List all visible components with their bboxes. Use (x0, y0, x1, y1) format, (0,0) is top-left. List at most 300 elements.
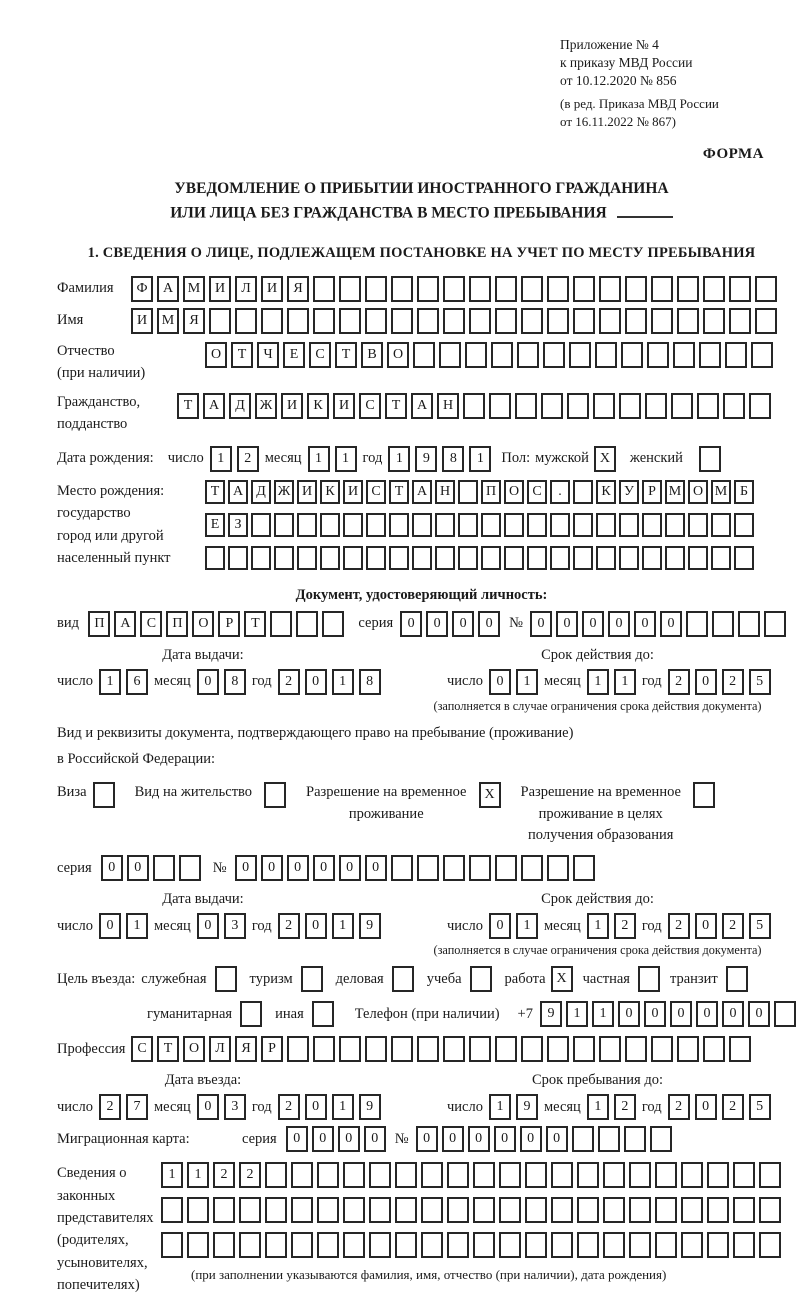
char-cell[interactable]: 0 (582, 611, 604, 637)
char-cell[interactable] (447, 1162, 469, 1188)
char-cell[interactable] (161, 1197, 183, 1223)
char-cell[interactable] (572, 1126, 594, 1152)
char-cell[interactable]: 1 (210, 446, 232, 472)
char-cell[interactable] (187, 1197, 209, 1223)
char-cell[interactable]: М (183, 276, 205, 302)
char-cell[interactable] (443, 1036, 465, 1062)
char-cell[interactable] (550, 546, 570, 570)
char-cell[interactable]: 2 (668, 1094, 690, 1120)
char-cell[interactable] (322, 611, 344, 637)
char-cell[interactable]: 0 (608, 611, 630, 637)
char-cell[interactable] (301, 966, 323, 992)
char-cell[interactable] (517, 342, 539, 368)
char-cell[interactable]: 1 (489, 1094, 511, 1120)
char-cell[interactable] (417, 276, 439, 302)
char-cell[interactable]: К (320, 480, 340, 504)
char-cell[interactable]: 6 (126, 669, 148, 695)
char-cell[interactable]: 9 (415, 446, 437, 472)
char-cell[interactable] (469, 276, 491, 302)
char-cell[interactable]: 5 (749, 913, 771, 939)
char-cell[interactable] (215, 966, 237, 992)
char-cell[interactable] (421, 1162, 443, 1188)
char-cell[interactable] (179, 855, 201, 881)
char-cell[interactable]: 8 (359, 669, 381, 695)
char-cell[interactable]: 0 (530, 611, 552, 637)
char-cell[interactable] (703, 276, 725, 302)
char-cell[interactable]: 1 (587, 1094, 609, 1120)
char-cell[interactable]: П (481, 480, 501, 504)
char-cell[interactable]: И (209, 276, 231, 302)
char-cell[interactable] (291, 1197, 313, 1223)
char-cell[interactable]: 0 (696, 1001, 718, 1027)
char-cell[interactable]: 1 (99, 669, 121, 695)
char-cell[interactable] (681, 1232, 703, 1258)
char-cell[interactable] (625, 308, 647, 334)
char-cell[interactable] (365, 276, 387, 302)
char-cell[interactable] (525, 1197, 547, 1223)
char-cell[interactable] (458, 480, 478, 504)
char-cell[interactable] (693, 782, 715, 808)
char-cell[interactable] (287, 308, 309, 334)
char-cell[interactable]: О (504, 480, 524, 504)
char-cell[interactable]: 2 (614, 913, 636, 939)
char-cell[interactable] (599, 308, 621, 334)
char-cell[interactable] (469, 1036, 491, 1062)
char-cell[interactable] (421, 1232, 443, 1258)
char-cell[interactable] (573, 480, 593, 504)
char-cell[interactable] (547, 276, 569, 302)
char-cell[interactable] (412, 513, 432, 537)
char-cell[interactable] (521, 855, 543, 881)
char-cell[interactable]: О (688, 480, 708, 504)
char-cell[interactable] (697, 393, 719, 419)
char-cell[interactable] (577, 1162, 599, 1188)
char-cell[interactable] (645, 393, 667, 419)
char-cell[interactable] (629, 1232, 651, 1258)
char-cell[interactable]: 0 (695, 669, 717, 695)
char-cell[interactable] (443, 308, 465, 334)
char-cell[interactable]: 0 (101, 855, 123, 881)
char-cell[interactable]: 1 (335, 446, 357, 472)
char-cell[interactable]: В (361, 342, 383, 368)
char-cell[interactable] (651, 1036, 673, 1062)
char-cell[interactable]: С (131, 1036, 153, 1062)
char-cell[interactable]: 2 (213, 1162, 235, 1188)
char-cell[interactable] (161, 1232, 183, 1258)
char-cell[interactable] (320, 513, 340, 537)
char-cell[interactable]: X (479, 782, 501, 808)
char-cell[interactable]: О (192, 611, 214, 637)
char-cell[interactable]: М (157, 308, 179, 334)
char-cell[interactable]: 1 (592, 1001, 614, 1027)
char-cell[interactable]: 2 (237, 446, 259, 472)
char-cell[interactable] (764, 611, 786, 637)
char-cell[interactable]: 0 (618, 1001, 640, 1027)
char-cell[interactable]: А (157, 276, 179, 302)
char-cell[interactable] (317, 1162, 339, 1188)
char-cell[interactable]: И (297, 480, 317, 504)
char-cell[interactable] (470, 966, 492, 992)
char-cell[interactable]: X (551, 966, 573, 992)
char-cell[interactable] (525, 1232, 547, 1258)
char-cell[interactable] (447, 1197, 469, 1223)
char-cell[interactable] (365, 1036, 387, 1062)
char-cell[interactable]: 1 (516, 913, 538, 939)
char-cell[interactable]: М (711, 480, 731, 504)
char-cell[interactable] (187, 1232, 209, 1258)
char-cell[interactable] (343, 546, 363, 570)
char-cell[interactable] (369, 1162, 391, 1188)
char-cell[interactable]: 1 (332, 1094, 354, 1120)
char-cell[interactable] (274, 546, 294, 570)
char-cell[interactable] (439, 342, 461, 368)
char-cell[interactable] (391, 308, 413, 334)
char-cell[interactable] (391, 276, 413, 302)
char-cell[interactable]: 8 (224, 669, 246, 695)
char-cell[interactable]: 0 (287, 855, 309, 881)
char-cell[interactable]: 0 (364, 1126, 386, 1152)
char-cell[interactable]: 1 (469, 446, 491, 472)
char-cell[interactable]: С (140, 611, 162, 637)
char-cell[interactable]: 0 (695, 913, 717, 939)
char-cell[interactable]: А (228, 480, 248, 504)
char-cell[interactable]: 0 (313, 855, 335, 881)
char-cell[interactable] (723, 393, 745, 419)
char-cell[interactable] (547, 1036, 569, 1062)
char-cell[interactable]: И (333, 393, 355, 419)
char-cell[interactable]: 0 (365, 855, 387, 881)
char-cell[interactable] (569, 342, 591, 368)
char-cell[interactable] (655, 1232, 677, 1258)
char-cell[interactable]: 0 (416, 1126, 438, 1152)
char-cell[interactable]: С (527, 480, 547, 504)
char-cell[interactable] (481, 513, 501, 537)
char-cell[interactable] (703, 308, 725, 334)
char-cell[interactable] (734, 513, 754, 537)
char-cell[interactable]: 3 (224, 913, 246, 939)
char-cell[interactable] (270, 611, 292, 637)
char-cell[interactable] (681, 1162, 703, 1188)
char-cell[interactable]: 0 (305, 1094, 327, 1120)
char-cell[interactable] (573, 276, 595, 302)
char-cell[interactable]: 2 (278, 913, 300, 939)
char-cell[interactable]: 0 (99, 913, 121, 939)
char-cell[interactable] (495, 855, 517, 881)
char-cell[interactable]: 0 (644, 1001, 666, 1027)
char-cell[interactable]: П (166, 611, 188, 637)
char-cell[interactable] (541, 393, 563, 419)
char-cell[interactable] (473, 1232, 495, 1258)
char-cell[interactable] (729, 276, 751, 302)
char-cell[interactable]: Р (261, 1036, 283, 1062)
char-cell[interactable] (447, 1232, 469, 1258)
char-cell[interactable] (707, 1232, 729, 1258)
char-cell[interactable]: А (203, 393, 225, 419)
char-cell[interactable] (489, 393, 511, 419)
char-cell[interactable]: А (412, 480, 432, 504)
char-cell[interactable] (543, 342, 565, 368)
char-cell[interactable]: Т (244, 611, 266, 637)
char-cell[interactable]: П (88, 611, 110, 637)
char-cell[interactable] (389, 546, 409, 570)
char-cell[interactable]: С (359, 393, 381, 419)
char-cell[interactable] (707, 1162, 729, 1188)
char-cell[interactable] (725, 342, 747, 368)
char-cell[interactable] (343, 513, 363, 537)
char-cell[interactable] (297, 513, 317, 537)
char-cell[interactable]: Ж (274, 480, 294, 504)
char-cell[interactable] (443, 855, 465, 881)
char-cell[interactable] (297, 546, 317, 570)
char-cell[interactable]: 0 (520, 1126, 542, 1152)
char-cell[interactable] (642, 546, 662, 570)
char-cell[interactable] (651, 308, 673, 334)
char-cell[interactable] (264, 782, 286, 808)
char-cell[interactable] (624, 1126, 646, 1152)
char-cell[interactable] (688, 513, 708, 537)
char-cell[interactable]: Н (435, 480, 455, 504)
char-cell[interactable]: А (114, 611, 136, 637)
char-cell[interactable] (365, 308, 387, 334)
char-cell[interactable]: 1 (614, 669, 636, 695)
char-cell[interactable]: 2 (99, 1094, 121, 1120)
char-cell[interactable]: 0 (722, 1001, 744, 1027)
char-cell[interactable] (647, 342, 669, 368)
char-cell[interactable]: 0 (305, 913, 327, 939)
char-cell[interactable]: 0 (695, 1094, 717, 1120)
char-cell[interactable] (726, 966, 748, 992)
char-cell[interactable]: 2 (722, 913, 744, 939)
char-cell[interactable] (339, 1036, 361, 1062)
char-cell[interactable]: 0 (478, 611, 500, 637)
char-cell[interactable] (621, 342, 643, 368)
char-cell[interactable] (412, 546, 432, 570)
char-cell[interactable] (265, 1162, 287, 1188)
char-cell[interactable] (703, 1036, 725, 1062)
char-cell[interactable]: 0 (127, 855, 149, 881)
char-cell[interactable] (504, 546, 524, 570)
char-cell[interactable]: 0 (452, 611, 474, 637)
char-cell[interactable] (759, 1197, 781, 1223)
char-cell[interactable] (629, 1197, 651, 1223)
char-cell[interactable]: 9 (359, 913, 381, 939)
char-cell[interactable] (499, 1162, 521, 1188)
char-cell[interactable] (504, 513, 524, 537)
char-cell[interactable]: Р (218, 611, 240, 637)
char-cell[interactable] (265, 1232, 287, 1258)
char-cell[interactable] (458, 546, 478, 570)
char-cell[interactable]: 0 (489, 913, 511, 939)
char-cell[interactable] (369, 1197, 391, 1223)
char-cell[interactable]: 5 (749, 669, 771, 695)
char-cell[interactable]: . (550, 480, 570, 504)
char-cell[interactable] (317, 1232, 339, 1258)
char-cell[interactable] (521, 308, 543, 334)
char-cell[interactable]: 0 (468, 1126, 490, 1152)
char-cell[interactable] (733, 1162, 755, 1188)
char-cell[interactable]: 2 (614, 1094, 636, 1120)
char-cell[interactable] (463, 393, 485, 419)
char-cell[interactable] (677, 1036, 699, 1062)
char-cell[interactable] (729, 308, 751, 334)
char-cell[interactable] (392, 966, 414, 992)
char-cell[interactable]: 1 (566, 1001, 588, 1027)
char-cell[interactable] (287, 1036, 309, 1062)
char-cell[interactable] (473, 1162, 495, 1188)
char-cell[interactable] (153, 855, 175, 881)
char-cell[interactable]: 2 (278, 1094, 300, 1120)
char-cell[interactable] (499, 1232, 521, 1258)
char-cell[interactable]: Ф (131, 276, 153, 302)
char-cell[interactable]: 0 (286, 1126, 308, 1152)
char-cell[interactable] (421, 1197, 443, 1223)
char-cell[interactable] (625, 276, 647, 302)
char-cell[interactable] (596, 546, 616, 570)
char-cell[interactable] (521, 276, 543, 302)
char-cell[interactable] (228, 546, 248, 570)
char-cell[interactable] (369, 1232, 391, 1258)
char-cell[interactable]: Е (205, 513, 225, 537)
char-cell[interactable] (313, 276, 335, 302)
char-cell[interactable]: 0 (197, 1094, 219, 1120)
char-cell[interactable]: 7 (126, 1094, 148, 1120)
char-cell[interactable] (699, 342, 721, 368)
char-cell[interactable] (240, 1001, 262, 1027)
char-cell[interactable]: 0 (556, 611, 578, 637)
char-cell[interactable]: К (307, 393, 329, 419)
char-cell[interactable]: 0 (426, 611, 448, 637)
char-cell[interactable] (734, 546, 754, 570)
char-cell[interactable]: 2 (722, 669, 744, 695)
char-cell[interactable] (205, 546, 225, 570)
char-cell[interactable] (495, 276, 517, 302)
char-cell[interactable]: 1 (308, 446, 330, 472)
char-cell[interactable] (677, 308, 699, 334)
char-cell[interactable]: У (619, 480, 639, 504)
char-cell[interactable] (551, 1232, 573, 1258)
char-cell[interactable] (603, 1162, 625, 1188)
char-cell[interactable] (711, 546, 731, 570)
char-cell[interactable] (629, 1162, 651, 1188)
char-cell[interactable]: С (366, 480, 386, 504)
char-cell[interactable]: 0 (339, 855, 361, 881)
char-cell[interactable] (547, 855, 569, 881)
char-cell[interactable] (391, 855, 413, 881)
char-cell[interactable]: 0 (748, 1001, 770, 1027)
char-cell[interactable] (733, 1197, 755, 1223)
char-cell[interactable] (603, 1197, 625, 1223)
char-cell[interactable]: 1 (332, 913, 354, 939)
char-cell[interactable]: М (665, 480, 685, 504)
char-cell[interactable] (651, 276, 673, 302)
char-cell[interactable]: С (309, 342, 331, 368)
char-cell[interactable]: И (281, 393, 303, 419)
char-cell[interactable] (527, 546, 547, 570)
char-cell[interactable] (573, 546, 593, 570)
char-cell[interactable]: Т (231, 342, 253, 368)
char-cell[interactable]: 8 (442, 446, 464, 472)
char-cell[interactable] (274, 513, 294, 537)
char-cell[interactable] (265, 1197, 287, 1223)
char-cell[interactable] (759, 1232, 781, 1258)
char-cell[interactable]: Т (335, 342, 357, 368)
char-cell[interactable] (665, 513, 685, 537)
char-cell[interactable]: Ж (255, 393, 277, 419)
char-cell[interactable]: Р (642, 480, 662, 504)
char-cell[interactable] (515, 393, 537, 419)
char-cell[interactable] (599, 1036, 621, 1062)
char-cell[interactable] (458, 513, 478, 537)
char-cell[interactable]: 0 (261, 855, 283, 881)
char-cell[interactable]: Б (734, 480, 754, 504)
char-cell[interactable]: 0 (670, 1001, 692, 1027)
char-cell[interactable] (738, 611, 760, 637)
char-cell[interactable] (567, 393, 589, 419)
char-cell[interactable] (655, 1197, 677, 1223)
char-cell[interactable] (312, 1001, 334, 1027)
char-cell[interactable] (213, 1197, 235, 1223)
char-cell[interactable]: 0 (305, 669, 327, 695)
char-cell[interactable] (619, 546, 639, 570)
char-cell[interactable] (395, 1162, 417, 1188)
char-cell[interactable] (759, 1162, 781, 1188)
char-cell[interactable] (599, 276, 621, 302)
char-cell[interactable]: Я (183, 308, 205, 334)
char-cell[interactable] (366, 513, 386, 537)
char-cell[interactable] (435, 513, 455, 537)
char-cell[interactable] (551, 1162, 573, 1188)
char-cell[interactable]: О (183, 1036, 205, 1062)
char-cell[interactable]: 0 (546, 1126, 568, 1152)
char-cell[interactable] (251, 513, 271, 537)
char-cell[interactable] (413, 342, 435, 368)
char-cell[interactable] (339, 276, 361, 302)
char-cell[interactable] (93, 782, 115, 808)
char-cell[interactable] (469, 308, 491, 334)
char-cell[interactable]: Д (229, 393, 251, 419)
char-cell[interactable]: Н (437, 393, 459, 419)
char-cell[interactable]: 0 (634, 611, 656, 637)
char-cell[interactable]: Т (157, 1036, 179, 1062)
char-cell[interactable]: 2 (278, 669, 300, 695)
char-cell[interactable] (366, 546, 386, 570)
char-cell[interactable] (395, 1197, 417, 1223)
char-cell[interactable] (213, 1232, 235, 1258)
char-cell[interactable] (547, 308, 569, 334)
char-cell[interactable]: Т (385, 393, 407, 419)
char-cell[interactable]: 0 (400, 611, 422, 637)
char-cell[interactable] (291, 1162, 313, 1188)
char-cell[interactable] (686, 611, 708, 637)
char-cell[interactable] (595, 342, 617, 368)
char-cell[interactable] (239, 1197, 261, 1223)
char-cell[interactable]: 0 (494, 1126, 516, 1152)
char-cell[interactable] (550, 513, 570, 537)
char-cell[interactable] (573, 855, 595, 881)
char-cell[interactable] (239, 1232, 261, 1258)
char-cell[interactable] (235, 308, 257, 334)
char-cell[interactable] (603, 1232, 625, 1258)
char-cell[interactable] (435, 546, 455, 570)
char-cell[interactable] (573, 513, 593, 537)
char-cell[interactable] (650, 1126, 672, 1152)
char-cell[interactable]: Т (389, 480, 409, 504)
char-cell[interactable]: 1 (332, 669, 354, 695)
char-cell[interactable]: 2 (668, 913, 690, 939)
char-cell[interactable] (688, 546, 708, 570)
char-cell[interactable] (625, 1036, 647, 1062)
char-cell[interactable]: И (261, 276, 283, 302)
